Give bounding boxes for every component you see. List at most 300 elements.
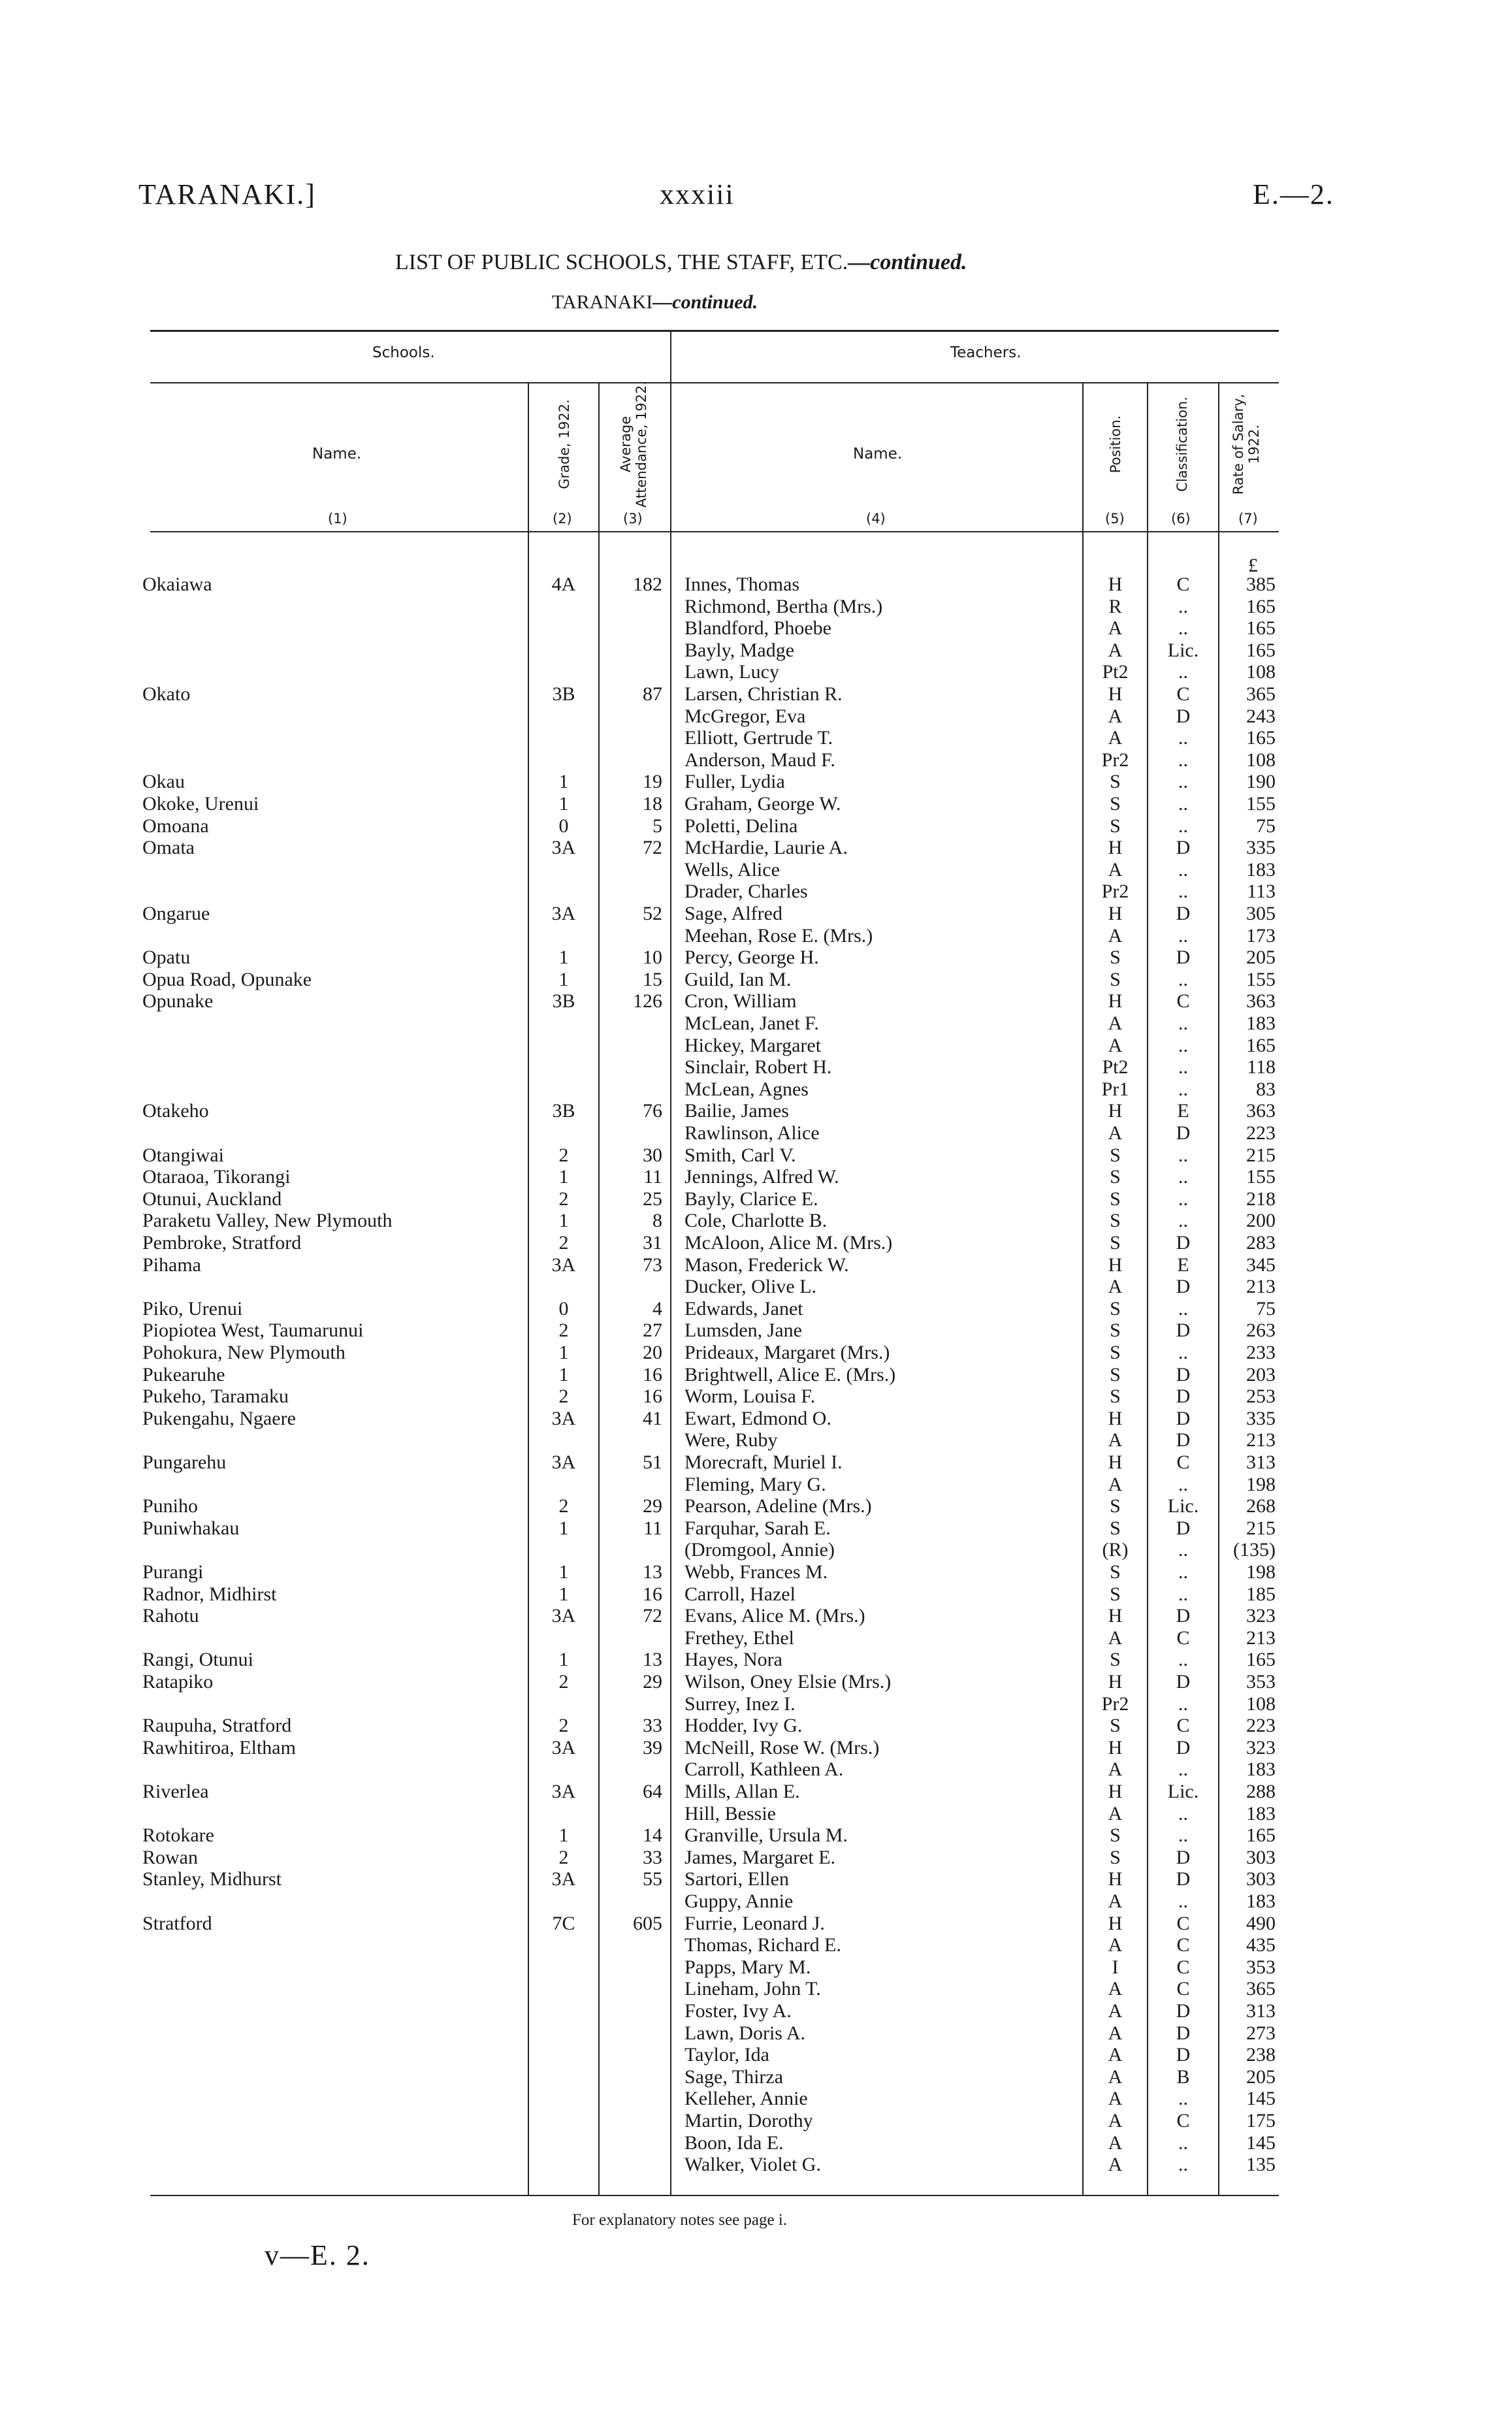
- teacher-salary: 155: [1246, 968, 1276, 990]
- teacher-position: S: [1110, 1188, 1121, 1210]
- teacher-name: Bayly, Clarice E.: [684, 1188, 818, 1210]
- table-title: LIST OF PUBLIC SCHOOLS, THE STAFF, ETC.—continued.: [395, 250, 967, 274]
- teacher-name: Carroll, Hazel: [684, 1583, 796, 1605]
- col-num-1: (1): [328, 511, 347, 526]
- teacher-salary: 323: [1246, 1605, 1276, 1627]
- teacher-salary: 215: [1246, 1144, 1276, 1166]
- school-name: Opatu: [142, 947, 191, 969]
- school-name: Radnor, Midhirst: [142, 1583, 277, 1605]
- teacher-salary: 365: [1246, 683, 1276, 705]
- teacher-name: Sartori, Ellen: [684, 1868, 789, 1890]
- header-school-name: Name.: [312, 446, 362, 462]
- teacher-name: Papps, Mary M.: [684, 1956, 811, 1978]
- table-subtitle: TARANAKI—continued.: [552, 291, 758, 313]
- teacher-position: A: [1108, 1429, 1123, 1451]
- teacher-salary: 200: [1246, 1210, 1276, 1232]
- school-attendance: 76: [643, 1100, 662, 1122]
- teacher-classification: D: [1176, 1122, 1191, 1144]
- teacher-salary: 288: [1246, 1781, 1276, 1802]
- teacher-classification: C: [1176, 683, 1190, 705]
- teacher-salary: (135): [1233, 1539, 1276, 1561]
- teacher-position: H: [1108, 574, 1123, 595]
- teacher-salary: 135: [1246, 2154, 1276, 2176]
- teacher-position: A: [1108, 1276, 1123, 1298]
- teacher-name: Wilson, Oney Elsie (Mrs.): [684, 1671, 892, 1693]
- teacher-classification: ..: [1178, 727, 1188, 749]
- school-attendance: 4: [652, 1297, 662, 1320]
- teacher-classification: D: [1176, 837, 1191, 859]
- school-grade: 0: [558, 1297, 569, 1320]
- school-attendance: 182: [633, 574, 662, 595]
- teacher-salary: 335: [1246, 837, 1276, 859]
- teacher-position: A: [1108, 1978, 1123, 2000]
- teacher-name: Hickey, Margaret: [684, 1034, 822, 1056]
- school-attendance: 15: [643, 968, 662, 990]
- teacher-position: A: [1108, 1934, 1123, 1956]
- teacher-classification: ..: [1178, 1078, 1188, 1100]
- teacher-name: McLean, Agnes: [684, 1078, 809, 1100]
- teacher-salary: 345: [1246, 1254, 1276, 1276]
- teacher-position: Pr2: [1101, 749, 1129, 771]
- school-grade: 3A: [551, 1407, 576, 1429]
- teacher-classification: C: [1176, 574, 1190, 595]
- teacher-position: A: [1108, 639, 1123, 661]
- teacher-position: A: [1108, 1012, 1123, 1034]
- teacher-salary: 303: [1246, 1868, 1276, 1890]
- teacher-salary: 238: [1246, 2044, 1276, 2066]
- teacher-classification: ..: [1178, 749, 1188, 771]
- teacher-classification: ..: [1178, 617, 1188, 640]
- teacher-position: R: [1108, 595, 1122, 617]
- teacher-classification: ..: [1178, 1539, 1188, 1561]
- teacher-name: Guppy, Annie: [684, 1890, 794, 1912]
- teacher-name: Smith, Carl V.: [684, 1144, 796, 1166]
- teacher-salary: 490: [1246, 1912, 1276, 1934]
- teacher-name: Sinclair, Robert H.: [684, 1056, 832, 1078]
- teacher-classification: D: [1176, 2000, 1191, 2022]
- teacher-name: McHardie, Laurie A.: [684, 837, 848, 859]
- teacher-position: S: [1110, 1649, 1121, 1671]
- school-grade: 2: [558, 1385, 569, 1408]
- teacher-name: Percy, George H.: [684, 947, 819, 969]
- teacher-classification: ..: [1178, 1188, 1188, 1210]
- school-name: Rahotu: [142, 1605, 199, 1627]
- teacher-classification: C: [1176, 1978, 1190, 2000]
- teacher-position: Pt2: [1102, 1056, 1129, 1078]
- teacher-salary: 363: [1246, 1100, 1276, 1122]
- teacher-name: Rawlinson, Alice: [684, 1122, 820, 1144]
- teacher-classification: ..: [1178, 1693, 1188, 1715]
- teacher-position: A: [1108, 1802, 1123, 1824]
- teacher-classification: ..: [1178, 2088, 1188, 2110]
- teacher-classification: ..: [1178, 924, 1188, 947]
- school-grade: 1: [558, 1342, 569, 1363]
- school-attendance: 13: [643, 1649, 662, 1671]
- teacher-salary: 173: [1246, 924, 1276, 947]
- teacher-classification: D: [1176, 903, 1191, 924]
- teacher-position: H: [1108, 1912, 1123, 1934]
- school-grade: 3A: [551, 1781, 576, 1802]
- school-name: Pukearuhe: [142, 1363, 225, 1385]
- teacher-name: Surrey, Inez I.: [684, 1693, 796, 1715]
- teacher-position: S: [1110, 1166, 1121, 1188]
- teacher-classification: D: [1176, 1671, 1191, 1693]
- teacher-salary: 268: [1246, 1495, 1276, 1517]
- school-grade: 3A: [551, 1605, 576, 1627]
- teacher-classification: ..: [1178, 1210, 1188, 1232]
- header-bottom-rule: [150, 531, 1279, 532]
- teacher-name: Elliott, Gertrude T.: [684, 727, 833, 749]
- teacher-name: Edwards, Janet: [684, 1297, 803, 1320]
- header-schools: Schools.: [372, 344, 435, 361]
- teacher-name: Cron, William: [684, 990, 797, 1012]
- teacher-position: A: [1108, 2088, 1123, 2110]
- teacher-position: H: [1108, 903, 1123, 924]
- teacher-position: A: [1108, 727, 1123, 749]
- teacher-salary: 113: [1247, 881, 1276, 903]
- teacher-position: H: [1108, 1868, 1123, 1890]
- school-grade: 2: [558, 1846, 569, 1868]
- teacher-classification: ..: [1178, 1056, 1188, 1078]
- teacher-classification: C: [1176, 1715, 1190, 1737]
- school-name: Omata: [142, 837, 195, 859]
- teacher-name: Foster, Ivy A.: [684, 2000, 792, 2022]
- teacher-name: Sage, Thirza: [684, 2066, 784, 2088]
- teacher-name: Drader, Charles: [684, 881, 808, 903]
- teacher-salary: 213: [1246, 1429, 1276, 1451]
- school-grade: 3A: [551, 1736, 576, 1758]
- teacher-name: Cole, Charlotte B.: [684, 1210, 828, 1232]
- teacher-position: S: [1110, 1561, 1121, 1583]
- school-name: Pungarehu: [142, 1451, 227, 1473]
- school-attendance: 18: [643, 793, 662, 815]
- teacher-position: Pr2: [1101, 881, 1129, 903]
- school-grade: 1: [558, 771, 569, 793]
- teacher-salary: 435: [1246, 1934, 1276, 1956]
- teacher-position: A: [1108, 2044, 1123, 2066]
- teacher-position: A: [1108, 2110, 1123, 2131]
- school-grade: 3B: [552, 683, 575, 705]
- school-attendance: 16: [643, 1583, 662, 1605]
- teacher-salary: 218: [1246, 1188, 1276, 1210]
- school-name: Pohokura, New Plymouth: [142, 1342, 346, 1363]
- teacher-classification: ..: [1178, 1473, 1188, 1495]
- teacher-salary: 108: [1246, 661, 1276, 683]
- school-name: Riverlea: [142, 1781, 209, 1802]
- header-top-rule: [150, 330, 1279, 332]
- page-number: xxxiii: [660, 178, 735, 210]
- teacher-classification: D: [1176, 1517, 1191, 1539]
- teacher-classification: E: [1177, 1254, 1189, 1276]
- teacher-salary: 145: [1246, 2131, 1276, 2154]
- teacher-classification: C: [1176, 990, 1190, 1012]
- teacher-name: Martin, Dorothy: [684, 2110, 813, 2131]
- col-num-3: (3): [623, 511, 643, 526]
- teacher-name: Bayly, Madge: [684, 639, 795, 661]
- school-attendance: 87: [643, 683, 662, 705]
- school-attendance: 29: [643, 1495, 662, 1517]
- teacher-salary: 183: [1246, 1890, 1276, 1912]
- teacher-name: Blandford, Phoebe: [684, 617, 831, 640]
- teacher-classification: ..: [1178, 771, 1188, 793]
- school-name: Pembroke, Stratford: [142, 1232, 302, 1254]
- school-name: Purangi: [142, 1561, 204, 1583]
- teacher-name: McAloon, Alice M. (Mrs.): [684, 1232, 893, 1254]
- teacher-salary: 190: [1246, 771, 1276, 793]
- teacher-salary: 118: [1247, 1056, 1276, 1078]
- school-name: Ratapiko: [142, 1671, 214, 1693]
- teacher-position: A: [1108, 858, 1123, 881]
- teacher-name: Anderson, Maud F.: [684, 749, 835, 771]
- teacher-salary: 205: [1246, 2066, 1276, 2088]
- teacher-salary: 75: [1256, 1297, 1276, 1320]
- teacher-salary: 223: [1246, 1122, 1276, 1144]
- school-attendance: 27: [643, 1320, 662, 1342]
- teacher-salary: 183: [1246, 858, 1276, 881]
- teacher-salary: 183: [1246, 1802, 1276, 1824]
- school-grade: 2: [558, 1495, 569, 1517]
- teacher-classification: ..: [1178, 1012, 1188, 1034]
- school-name: Okaiawa: [142, 574, 212, 595]
- teacher-salary: 313: [1246, 1451, 1276, 1473]
- school-attendance: 55: [643, 1868, 662, 1890]
- teacher-classification: D: [1176, 1232, 1191, 1254]
- school-name: Omoana: [142, 815, 209, 837]
- teacher-name: Taylor, Ida: [684, 2044, 769, 2066]
- teacher-salary: 205: [1246, 947, 1276, 969]
- school-name: Rawhitiroa, Eltham: [142, 1736, 296, 1758]
- teacher-name: Hodder, Ivy G.: [684, 1715, 803, 1737]
- teacher-name: Worm, Louisa F.: [684, 1385, 816, 1408]
- col-num-5: (5): [1105, 511, 1125, 526]
- teacher-classification: D: [1176, 1407, 1191, 1429]
- teacher-salary: 213: [1246, 1276, 1276, 1298]
- teacher-classification: ..: [1178, 661, 1188, 683]
- teacher-classification: ..: [1178, 1824, 1188, 1847]
- teacher-position: H: [1108, 990, 1123, 1012]
- teacher-salary: 165: [1246, 1824, 1276, 1847]
- school-name: Pukeho, Taramaku: [142, 1385, 289, 1408]
- teacher-classification: ..: [1178, 2131, 1188, 2154]
- teacher-salary: 183: [1246, 1012, 1276, 1034]
- teacher-salary: 385: [1246, 574, 1276, 595]
- teacher-classification: Lic.: [1167, 1495, 1199, 1517]
- teacher-name: McLean, Janet F.: [684, 1012, 819, 1034]
- teacher-name: Graham, George W.: [684, 793, 841, 815]
- teacher-name: Fleming, Mary G.: [684, 1473, 826, 1495]
- school-name: Pihama: [142, 1254, 201, 1276]
- school-grade: 1: [558, 1166, 569, 1188]
- teacher-name: Larsen, Christian R.: [684, 683, 843, 705]
- teacher-position: S: [1110, 1715, 1121, 1737]
- teacher-name: Guild, Ian M.: [684, 968, 792, 990]
- teacher-classification: D: [1176, 705, 1191, 727]
- teacher-name: Lumsden, Jane: [684, 1320, 802, 1342]
- teacher-position: S: [1110, 815, 1121, 837]
- teacher-position: H: [1108, 1671, 1123, 1693]
- school-attendance: 14: [643, 1824, 662, 1847]
- teacher-salary: 353: [1246, 1956, 1276, 1978]
- teacher-classification: D: [1176, 1736, 1191, 1758]
- teacher-classification: C: [1176, 1627, 1190, 1649]
- teacher-position: S: [1110, 968, 1121, 990]
- header-attendance: Average Attendance, 1922.: [618, 380, 649, 508]
- teacher-position: H: [1108, 1254, 1123, 1276]
- teacher-classification: ..: [1178, 1034, 1188, 1056]
- teacher-classification: ..: [1178, 1561, 1188, 1583]
- teacher-classification: ..: [1178, 858, 1188, 881]
- school-attendance: 51: [643, 1451, 662, 1473]
- teacher-classification: ..: [1178, 1802, 1188, 1824]
- signature-mark: v—E. 2.: [265, 2239, 370, 2271]
- school-attendance: 29: [643, 1671, 662, 1693]
- school-name: Pukengahu, Ngaere: [142, 1407, 296, 1429]
- teacher-classification: D: [1176, 1276, 1191, 1298]
- teacher-name: James, Margaret E.: [684, 1846, 836, 1868]
- teacher-position: S: [1110, 1297, 1121, 1320]
- teacher-position: S: [1110, 947, 1121, 969]
- teacher-position: S: [1110, 1144, 1121, 1166]
- teacher-position: A: [1108, 617, 1123, 640]
- school-name: Paraketu Valley, New Plymouth: [142, 1210, 393, 1232]
- school-grade: 2: [558, 1144, 569, 1166]
- teacher-salary: 183: [1246, 1758, 1276, 1781]
- teacher-classification: D: [1176, 1429, 1191, 1451]
- school-name: Stanley, Midhurst: [142, 1868, 282, 1890]
- teacher-position: A: [1108, 2022, 1123, 2044]
- teacher-salary: 313: [1246, 2000, 1276, 2022]
- school-name: Rowan: [142, 1846, 198, 1868]
- teacher-position: A: [1108, 2131, 1123, 2154]
- teacher-salary: 273: [1246, 2022, 1276, 2044]
- teacher-salary: 165: [1246, 617, 1276, 640]
- teacher-position: A: [1108, 1122, 1123, 1144]
- school-name: Opua Road, Opunake: [142, 968, 312, 990]
- school-name: Okau: [142, 771, 185, 793]
- school-grade: 2: [558, 1232, 569, 1254]
- school-name: Raupuha, Stratford: [142, 1715, 292, 1737]
- teacher-position: S: [1110, 1824, 1121, 1847]
- teacher-classification: D: [1176, 1605, 1191, 1627]
- teacher-name: Walker, Violet G.: [684, 2154, 821, 2176]
- school-name: Otaraoa, Tikorangi: [142, 1166, 291, 1188]
- school-grade: 1: [558, 947, 569, 969]
- teacher-position: A: [1108, 705, 1123, 727]
- teacher-classification: C: [1176, 1912, 1190, 1934]
- teacher-classification: ..: [1178, 2154, 1188, 2176]
- col-rule-teachers: [670, 331, 671, 2195]
- school-name: Stratford: [142, 1912, 212, 1934]
- school-attendance: 25: [643, 1188, 662, 1210]
- teacher-position: S: [1110, 771, 1121, 793]
- teacher-classification: Lic.: [1167, 1781, 1199, 1802]
- school-attendance: 64: [643, 1781, 662, 1802]
- teacher-salary: 198: [1246, 1561, 1276, 1583]
- school-grade: 1: [558, 1210, 569, 1232]
- teacher-classification: ..: [1178, 1144, 1188, 1166]
- running-head-left: TARANAKI.]: [138, 178, 316, 210]
- school-attendance: 5: [652, 815, 662, 837]
- teacher-classification: ..: [1178, 815, 1188, 837]
- header-teachers: Teachers.: [950, 344, 1021, 361]
- teacher-position: Pr2: [1101, 1693, 1129, 1715]
- school-attendance: 73: [643, 1254, 662, 1276]
- teacher-name: Kelleher, Annie: [684, 2088, 808, 2110]
- school-name: Piko, Urenui: [142, 1297, 243, 1320]
- teacher-name: Thomas, Richard E.: [684, 1934, 841, 1956]
- school-name: Okato: [142, 683, 191, 705]
- teacher-classification: E: [1177, 1100, 1189, 1122]
- teacher-name: Poletti, Delina: [684, 815, 798, 837]
- teacher-position: S: [1110, 1232, 1121, 1254]
- teacher-salary: 155: [1246, 1166, 1276, 1188]
- teacher-position: A: [1108, 1473, 1123, 1495]
- school-attendance: 19: [643, 771, 662, 793]
- teacher-classification: ..: [1178, 1297, 1188, 1320]
- teacher-name: Prideaux, Margaret (Mrs.): [684, 1342, 890, 1363]
- teacher-position: A: [1108, 1034, 1123, 1056]
- teacher-name: Mason, Frederick W.: [684, 1254, 849, 1276]
- school-grade: 3A: [551, 1254, 576, 1276]
- teacher-name: Morecraft, Muriel I.: [684, 1451, 843, 1473]
- teacher-position: S: [1110, 1495, 1121, 1517]
- school-attendance: 39: [643, 1736, 662, 1758]
- currency-symbol: £: [1248, 555, 1258, 576]
- teacher-salary: 263: [1246, 1320, 1276, 1342]
- teacher-position: H: [1108, 683, 1123, 705]
- teacher-salary: 335: [1246, 1407, 1276, 1429]
- teacher-salary: 165: [1246, 639, 1276, 661]
- school-grade: 0: [558, 815, 569, 837]
- school-name: Puniho: [142, 1495, 199, 1517]
- teacher-classification: D: [1176, 1868, 1191, 1890]
- teacher-salary: 323: [1246, 1736, 1276, 1758]
- school-grade: 2: [558, 1671, 569, 1693]
- teacher-salary: 213: [1246, 1627, 1276, 1649]
- school-grade: 2: [558, 1320, 569, 1342]
- teacher-position: A: [1108, 2066, 1123, 2088]
- teacher-name: Webb, Frances M.: [684, 1561, 828, 1583]
- teacher-position: H: [1108, 1781, 1123, 1802]
- school-name: Piopiotea West, Taumarunui: [142, 1320, 364, 1342]
- teacher-salary: 223: [1246, 1715, 1276, 1737]
- school-grade: 1: [558, 1561, 569, 1583]
- teacher-name: Jennings, Alfred W.: [684, 1166, 839, 1188]
- school-name: Ongarue: [142, 903, 210, 924]
- teacher-position: A: [1108, 2154, 1123, 2176]
- teacher-salary: 165: [1246, 1649, 1276, 1671]
- teacher-salary: 108: [1246, 1693, 1276, 1715]
- teacher-position: (R): [1102, 1539, 1129, 1561]
- school-name: Rotokare: [142, 1824, 214, 1847]
- teacher-name: Were, Ruby: [684, 1429, 778, 1451]
- teacher-salary: 75: [1256, 815, 1276, 837]
- teacher-salary: 175: [1246, 2110, 1276, 2131]
- teacher-salary: 198: [1246, 1473, 1276, 1495]
- teacher-name: Wells, Alice: [684, 858, 780, 881]
- school-name: Rangi, Otunui: [142, 1649, 253, 1671]
- teacher-name: Fuller, Lydia: [684, 771, 785, 793]
- teacher-classification: D: [1176, 947, 1191, 969]
- header-grade: Grade, 1922.: [556, 399, 572, 489]
- teacher-position: S: [1110, 1583, 1121, 1605]
- teacher-position: A: [1108, 1758, 1123, 1781]
- col-num-7: (7): [1238, 511, 1258, 526]
- teacher-name: (Dromgool, Annie): [684, 1539, 835, 1561]
- school-attendance: 33: [643, 1846, 662, 1868]
- school-name: Okoke, Urenui: [142, 793, 259, 815]
- teacher-name: Lawn, Lucy: [684, 661, 779, 683]
